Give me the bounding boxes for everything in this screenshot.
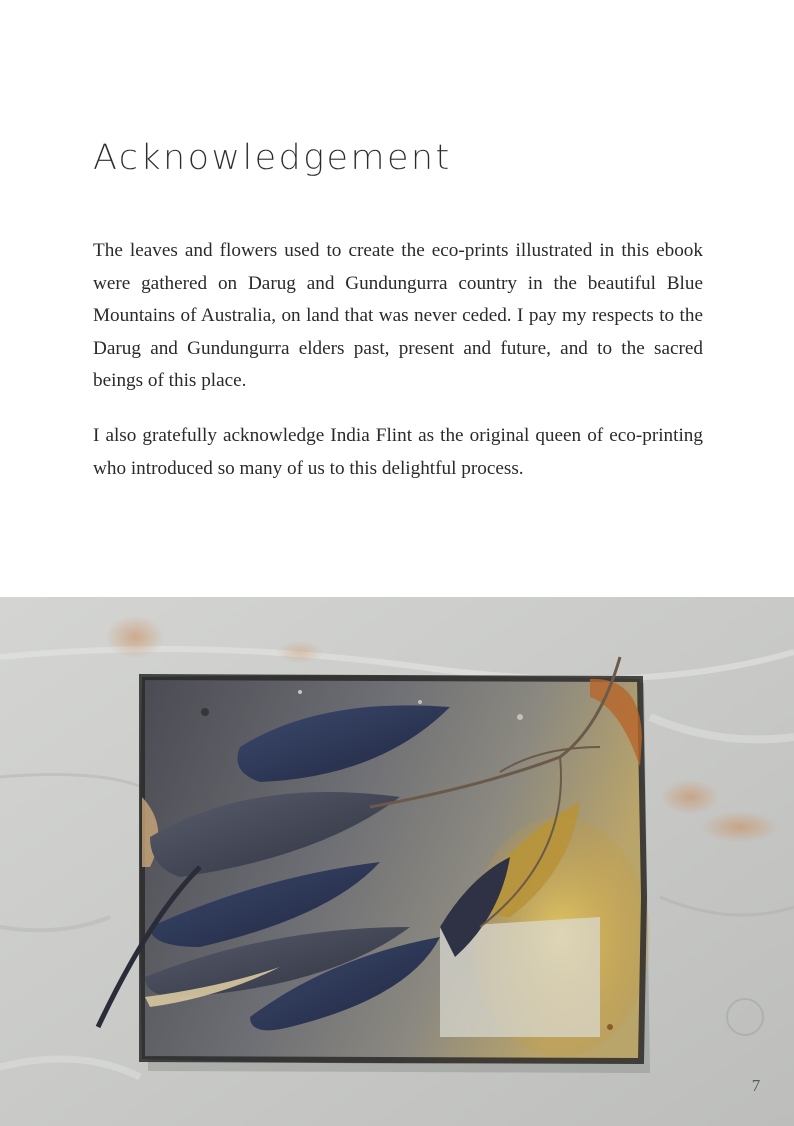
eco-print-photo (0, 597, 794, 1126)
page-title: Acknowledgement (93, 138, 452, 178)
paragraph-acknowledgement-india-flint: I also gratefully acknowledge India Flint as the original queen of eco-printing who introduced so many of us to this delightful process. (93, 424, 703, 479)
page-number: 7 (751, 1076, 761, 1095)
paragraph-acknowledgement-country: The leaves and flowers used to create the eco-prints illustrated in this ebook were gathered on Darug and Gundungurra country in the beautiful Blue Mountains of Australia, on land that was never ceded. I pay my respects to the Darug and Gundungurra elders past, present and future, and to the sacred beings of this place. (93, 240, 703, 392)
body-text (93, 235, 703, 507)
